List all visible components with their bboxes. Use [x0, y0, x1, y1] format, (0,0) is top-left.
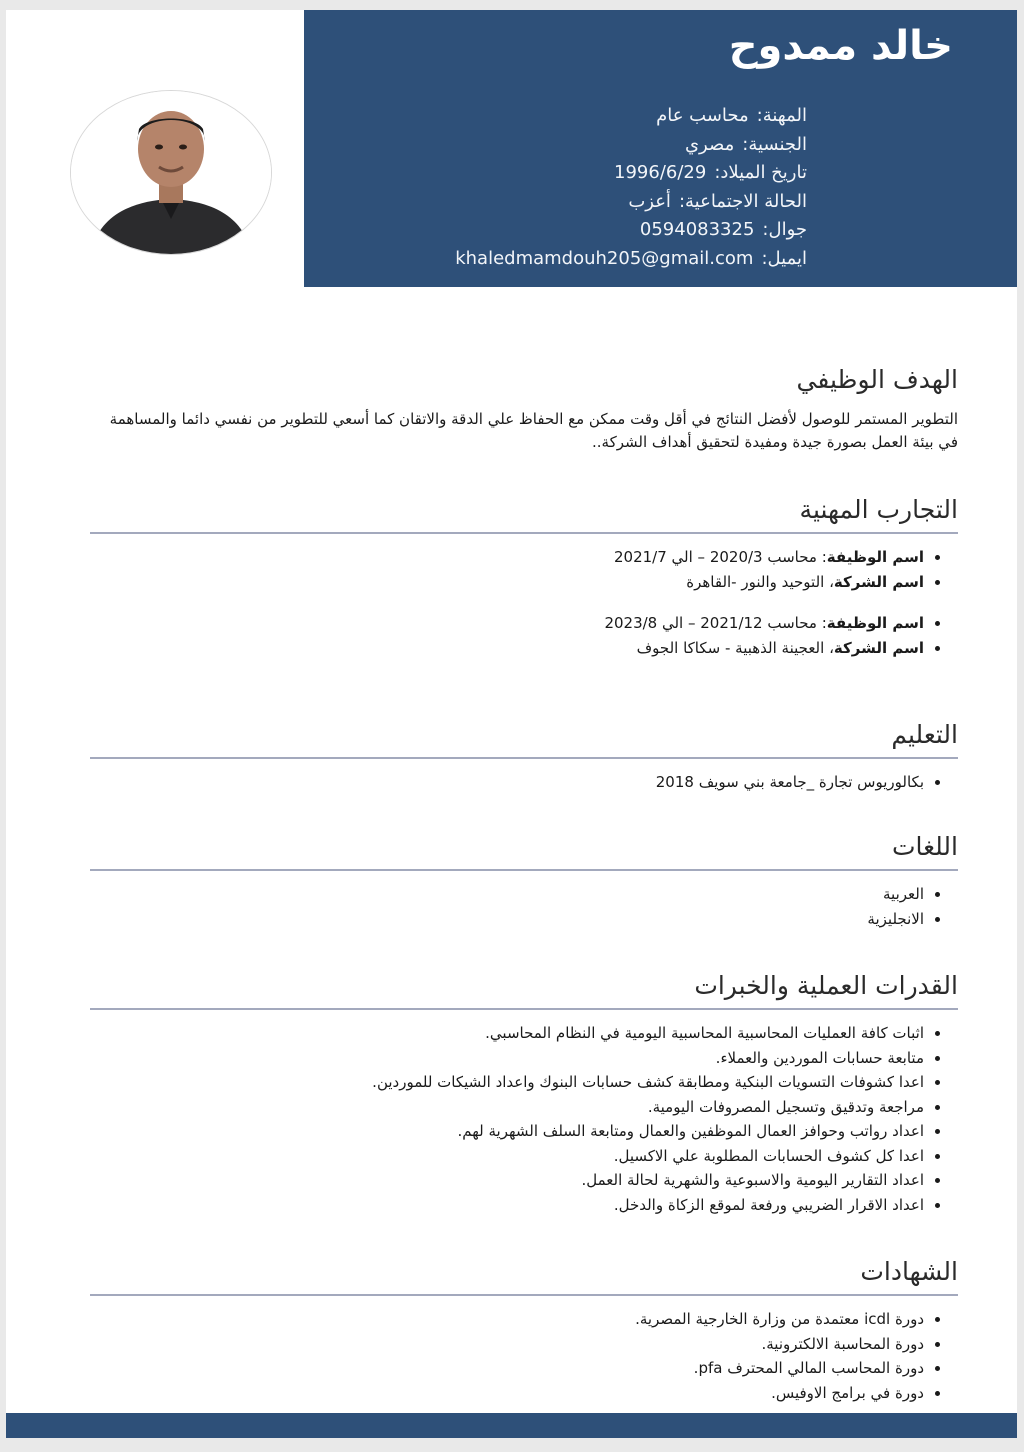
objective-title: الهدف الوظيفي	[796, 365, 958, 394]
job-1-list	[90, 545, 958, 594]
certificates-title: الشهادات	[860, 1257, 958, 1286]
info-email	[455, 245, 807, 274]
company-value: ، العجينة الذهبية - سكاكا الجوف	[636, 638, 834, 657]
email-value: khaledmamdouh205@gmail.com	[455, 247, 754, 269]
info-label: ايميل:	[761, 247, 807, 269]
skill-item: • اعداد رواتب وحوافز العمال الموظفين والعمال ومتابعة السلف الشهرية لهم.	[90, 1119, 924, 1144]
job-label: اسم الوظيفة	[826, 614, 924, 632]
education-section	[90, 717, 958, 795]
info-label: جوال:	[762, 219, 807, 241]
skill-item: • اثبات كافة العمليات المحاسبية المحاسبية اليومية في النظام المحاسبي.	[90, 1021, 924, 1046]
info-profession	[455, 102, 807, 131]
profile-photo	[70, 90, 272, 255]
footer-band	[6, 1413, 1017, 1438]
job-title-item	[90, 545, 924, 570]
education-title: التعليم	[891, 720, 958, 749]
certificate-item: • دورة المحاسبة الالكترونية.	[90, 1332, 924, 1357]
job-dates: 2020/3 – الي 2021/7	[613, 548, 763, 566]
job-title-item	[90, 611, 924, 636]
company-item	[90, 570, 924, 595]
languages-list	[90, 882, 958, 931]
section-divider	[90, 1294, 958, 1296]
person-photo-icon	[71, 91, 271, 254]
skill-item: • اعداد التقارير اليومية والاسبوعية والشهرية لحالة العمل.	[90, 1168, 924, 1193]
company-value: ، التوحيد والنور -القاهرة	[686, 572, 834, 591]
skill-item: • متابعة حسابات الموردين والعملاء.	[90, 1046, 924, 1071]
info-birthdate	[455, 159, 807, 188]
info-label: تاريخ الميلاد:	[714, 162, 807, 184]
job-2-list	[90, 611, 958, 660]
language-item: • العربية	[90, 882, 924, 907]
certificates-section	[90, 1254, 958, 1405]
resume-page	[6, 10, 1017, 1438]
certificate-item: • دورة في برامج الاوفيس.	[90, 1381, 924, 1406]
education-item: • بكالوريوس تجارة _جامعة بني سويف 2018	[90, 770, 924, 795]
objective-section	[90, 362, 958, 454]
languages-title: اللغات	[891, 832, 958, 861]
skills-title: القدرات العملية والخبرات	[694, 971, 958, 1000]
info-label: الحالة الاجتماعية:	[678, 190, 807, 212]
info-value: محاسب عام	[656, 105, 749, 126]
language-item: • الانجليزية	[90, 907, 924, 932]
skill-item: • مراجعة وتدقيق وتسجيل المصروفات اليومية.	[90, 1095, 924, 1120]
company-label: اسم الشركة	[833, 572, 924, 591]
section-divider	[90, 757, 958, 759]
company-item	[90, 636, 924, 661]
info-value: 1996/6/29	[614, 162, 707, 184]
skills-list	[90, 1021, 958, 1217]
company-label: اسم الشركة	[833, 638, 924, 657]
experience-title: التجارب المهنية	[799, 495, 958, 524]
info-marital-status	[455, 188, 807, 217]
certificate-item: • دورة icdl معتمدة من وزارة الخارجية المصرية.	[90, 1307, 924, 1332]
skill-item: • اعداد الاقرار الضريبي ورفعة لموقع الزكاة والدخل.	[90, 1193, 924, 1218]
education-list	[90, 770, 958, 795]
experience-section	[90, 492, 958, 660]
personal-info-list	[455, 102, 807, 274]
job-value: : محاسب	[767, 548, 827, 566]
info-label: المهنة:	[756, 105, 807, 126]
header-band	[304, 10, 1017, 287]
info-nationality	[455, 131, 807, 160]
skill-item: • اعدا كشوفات التسويات البنكية ومطابقة كشف حسابات البنوك واعداد الشيكات للموردين.	[90, 1070, 924, 1095]
certificates-list	[90, 1307, 958, 1405]
objective-text: التطوير المستمر للوصول لأفضل النتائج في أقل وقت ممكن مع الحفاظ علي الدقة والاتقان كما أسعي للتطوير من نفسي دائما والمساهمة في بيئة العمل بصورة جيدة ومفيدة لتحقيق أهداف الشركة..	[109, 410, 958, 451]
certificate-item: • دورة المحاسب المالي المحترف pfa.	[90, 1356, 924, 1381]
info-value: مصري	[684, 133, 735, 155]
skill-item: • اعدا كل كشوف الحسابات المطلوبة علي الاكسيل.	[90, 1144, 924, 1169]
info-value: أعزب	[628, 190, 671, 212]
info-phone	[455, 216, 807, 245]
job-value: : محاسب	[767, 614, 827, 632]
section-divider	[90, 532, 958, 534]
job-dates: 2021/12 – الي 2023/8	[604, 614, 763, 632]
skills-section	[90, 968, 958, 1217]
languages-section	[90, 829, 958, 931]
phone-value: 0594083325	[639, 219, 755, 241]
section-divider	[90, 869, 958, 871]
job-label: اسم الوظيفة	[826, 548, 924, 566]
info-label: الجنسية:	[742, 133, 807, 155]
full-name: خالد ممدوح	[728, 23, 953, 69]
section-divider	[90, 1008, 958, 1010]
